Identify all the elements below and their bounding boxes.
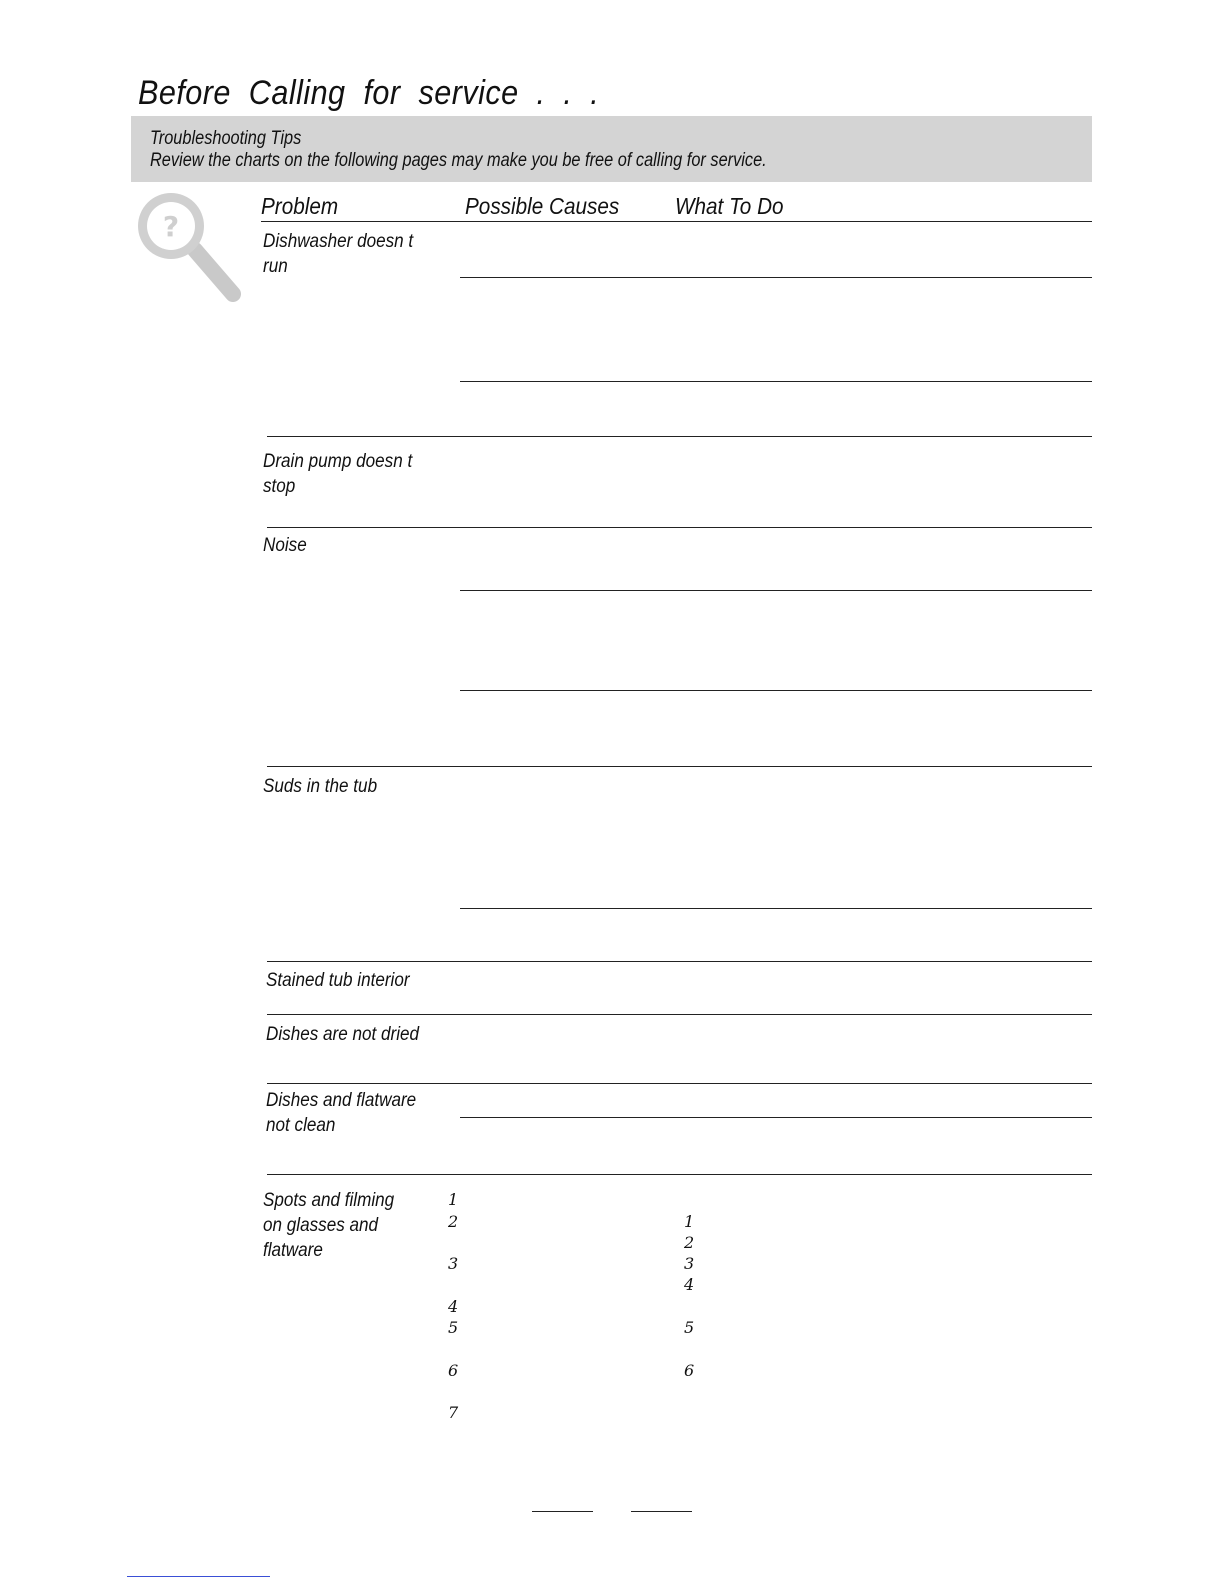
problem-line: stop <box>263 476 296 497</box>
problem-stained-tub <box>266 968 410 993</box>
bottom-link-underline <box>127 1576 270 1577</box>
todo-number: 1 <box>684 1212 695 1231</box>
cause-number: 1 <box>448 1190 459 1209</box>
cause-number: 5 <box>448 1318 459 1337</box>
row-divider <box>267 436 1092 437</box>
row-divider <box>460 381 1092 382</box>
problem-dishwasher-doesnt-run <box>263 229 413 279</box>
cause-number: 2 <box>448 1212 459 1231</box>
problem-line: Dishwasher doesn t <box>263 231 414 252</box>
problem-line: on glasses and <box>263 1215 379 1236</box>
row-divider <box>267 1083 1092 1084</box>
todo-number: 4 <box>684 1275 695 1294</box>
problem-dishes-not-dried <box>266 1022 419 1047</box>
svg-text:?: ? <box>162 210 180 243</box>
problem-line: Noise <box>263 535 307 556</box>
problem-drain-pump <box>263 449 412 499</box>
problem-line: not clean <box>266 1115 336 1136</box>
footer-rule-left <box>532 1511 593 1512</box>
problem-not-clean <box>266 1088 416 1138</box>
cause-number: 6 <box>448 1361 459 1380</box>
row-divider <box>460 908 1092 909</box>
problem-line: Spots and filming <box>263 1190 395 1211</box>
problem-suds <box>263 774 377 799</box>
banner-heading: Troubleshooting Tips <box>150 128 302 149</box>
todo-number: 3 <box>684 1254 695 1273</box>
problem-line: Stained tub interior <box>266 970 410 991</box>
row-divider <box>460 277 1092 278</box>
header-causes: Possible Causes <box>465 193 620 219</box>
row-divider <box>267 1014 1092 1015</box>
header-todo: What To Do <box>675 193 784 219</box>
todo-number: 2 <box>684 1233 695 1252</box>
row-divider <box>267 1174 1092 1175</box>
footer-rule-right <box>631 1511 692 1512</box>
cause-number: 7 <box>448 1403 459 1422</box>
row-divider <box>460 590 1092 591</box>
row-divider <box>460 1117 1092 1118</box>
todo-number: 6 <box>684 1361 695 1380</box>
problem-spots-filming <box>263 1188 394 1263</box>
todo-number: 5 <box>684 1318 695 1337</box>
problem-line: Dishes and flatware <box>266 1090 417 1111</box>
magnifying-glass-question-icon <box>133 188 245 306</box>
problem-line: Dishes are not dried <box>266 1024 420 1045</box>
cause-number: 4 <box>448 1297 459 1316</box>
row-divider <box>267 527 1092 528</box>
problem-line: run <box>263 256 288 277</box>
problem-line: Suds in the tub <box>263 776 378 797</box>
header-rule <box>261 221 1092 222</box>
problem-line: Drain pump doesn t <box>263 451 413 472</box>
cause-number: 3 <box>448 1254 459 1273</box>
banner-text: Review the charts on the following pages may make you be free of calling for service. <box>150 150 767 171</box>
problem-noise <box>263 533 307 558</box>
row-divider <box>460 690 1092 691</box>
tips-banner <box>131 116 1092 182</box>
page-title: Before Calling for service . . . <box>138 74 600 112</box>
row-divider <box>267 961 1092 962</box>
header-problem: Problem <box>261 193 339 219</box>
problem-line: flatware <box>263 1240 323 1261</box>
row-divider <box>267 766 1092 767</box>
